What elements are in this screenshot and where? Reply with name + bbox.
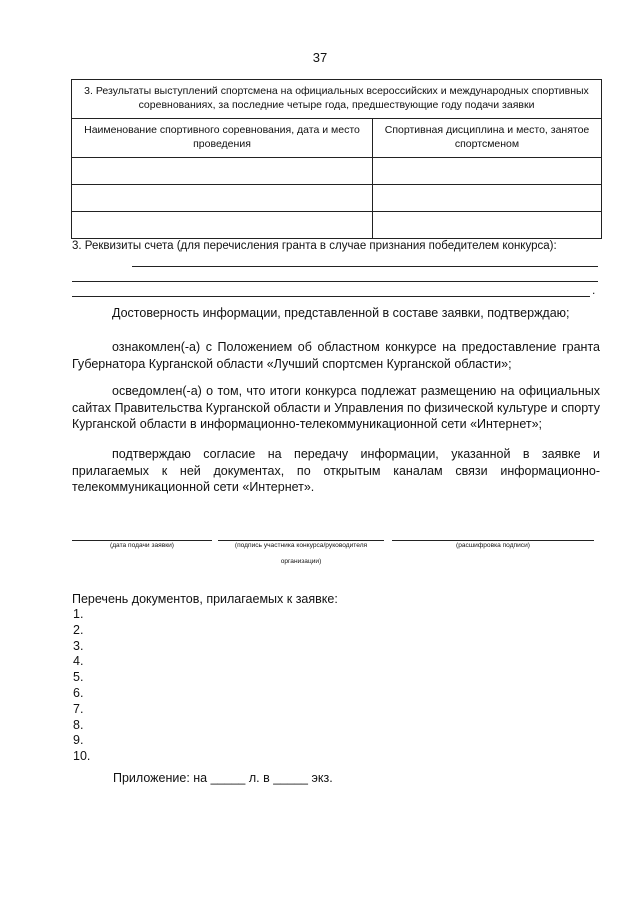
date-signature-line[interactable]: [72, 540, 212, 541]
table-cell-empty[interactable]: [373, 212, 602, 239]
decode-signature-line[interactable]: [392, 540, 594, 541]
list-item: 8.: [73, 717, 84, 732]
list-item: 6.: [73, 685, 84, 700]
signature-line[interactable]: [218, 540, 384, 541]
requisites-fill-line[interactable]: [72, 296, 590, 297]
page-number: 37: [312, 50, 328, 65]
table-cell-empty[interactable]: [72, 212, 373, 239]
list-item: 3.: [73, 638, 84, 653]
results-table-header-discipline: Спортивная дисциплина и место, занятое спортсменом: [373, 119, 602, 158]
table-cell-empty[interactable]: [373, 185, 602, 212]
declaration-acquainted: ознакомлен(-а) с Положением об областном конкурсе на предоставление гранта Губернатора Курганской области «Лучший спортсмен Курганской области»;: [72, 340, 600, 371]
requisites-fill-line[interactable]: [132, 266, 598, 267]
table-cell-empty[interactable]: [72, 185, 373, 212]
results-table: [71, 79, 602, 239]
appendix-label: Приложение: на: [113, 771, 208, 785]
table-cell-empty[interactable]: [72, 158, 373, 185]
list-item: 1.: [73, 607, 84, 621]
table-row: [72, 212, 602, 239]
declaration-reliability: Достоверность информации, представленной в составе заявки, подтверждаю;: [112, 306, 570, 320]
declaration-informed: осведомлен(-а) о том, что итоги конкурса подлежат размещению на официальных сайтах Правительства Курганской области и Управления по физической культуре и спорту Курганской области в информационно-телекоммуникационной сети «Интернет»;: [72, 384, 600, 431]
signature-caption: (подпись участника конкурса/руководителя: [234, 542, 368, 549]
table-cell-empty[interactable]: [373, 158, 602, 185]
appendix-line: [113, 771, 333, 785]
appendix-sheets-blank[interactable]: _____: [210, 771, 246, 785]
appendix-copies-blank[interactable]: _____: [273, 771, 308, 785]
results-table-title: 3. Результаты выступлений спортсмена на официальных всероссийских и международных спортивных соревнованиях, за последние четыре года, предшествующие году подачи заявки: [72, 80, 602, 119]
signature-caption-continued: организации): [280, 558, 322, 565]
documents-list: [73, 607, 90, 765]
list-item: 9.: [73, 733, 84, 748]
results-table-header-competition: Наименование спортивного соревнования, дата и место проведения: [72, 119, 373, 158]
appendix-copies-label: экз.: [311, 771, 333, 785]
account-requisites-label: 3. Реквизиты счета (для перечисления гранта в случае признания победителем конкурса):: [72, 240, 557, 252]
table-row: [72, 185, 602, 212]
decode-caption: (расшифровка подписи): [456, 542, 530, 549]
list-item: 5.: [73, 670, 84, 685]
declaration-consent: подтверждаю согласие на передачу информации, указанной в заявке и прилагаемых к ней документах, по открытым каналам связи информационно-телекоммуникационной сети «Интернет».: [72, 447, 600, 494]
list-item: 2.: [73, 622, 84, 637]
list-item: 4.: [73, 654, 84, 669]
date-caption: (дата подачи заявки): [110, 542, 174, 549]
list-item: 7.: [73, 701, 84, 716]
documents-list-title: Перечень документов, прилагаемых к заявке:: [72, 592, 338, 606]
requisites-fill-line[interactable]: [72, 281, 598, 282]
list-item: 10.: [73, 749, 91, 764]
appendix-sheets-label: л. в: [248, 771, 270, 785]
table-row: [72, 158, 602, 185]
requisites-end-mark: .: [592, 283, 596, 297]
